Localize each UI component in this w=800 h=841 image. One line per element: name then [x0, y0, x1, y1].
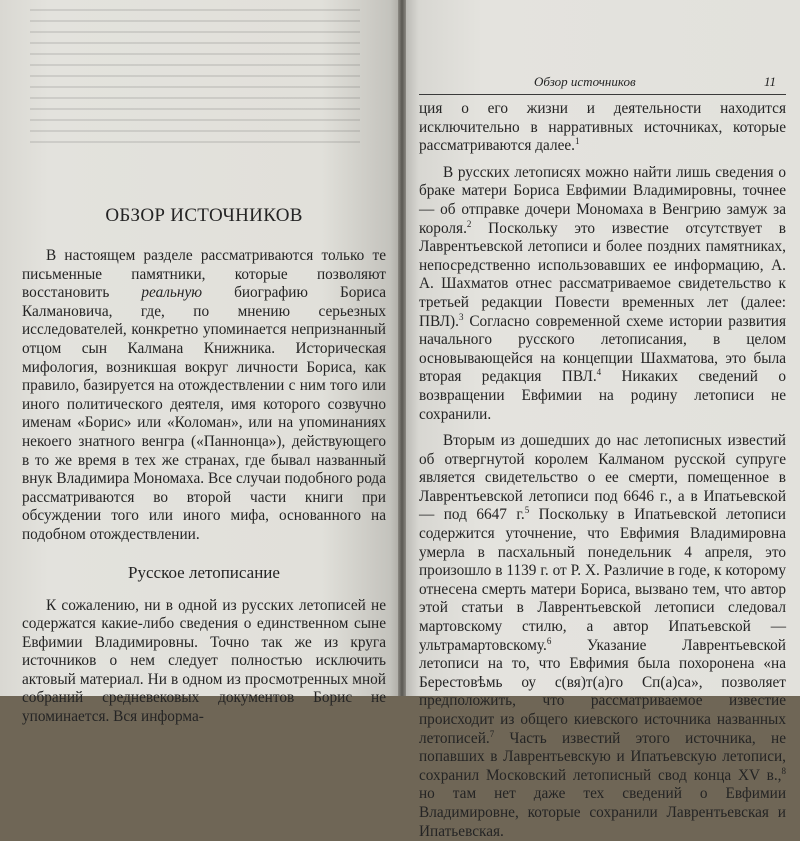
- footnote-ref: 6: [546, 635, 552, 646]
- right-page: [403, 0, 800, 840]
- footnote-ref: 4: [596, 367, 602, 378]
- right-paragraph-3: Вторым из дошедших до нас летописных известий об отвергнутой королем Калманом русской супруге является свидетельство о ее смерти, помещенное в Лаврентьевской летописи под 6646 г., а в Ипатьевской — под 6647 г.$^5$ Поскольку в Ипатьевской летописи содержится уточнение, что Евфимия Владимировна умерла в пасхальный понедельник 4 апреля, это произошло в 1139 г. от Р. Х. Различие в годе, к которому отнесена смерть матери Бориса, вызвано тем, что автор этой статьи в Лаврентьевской летописи следовал мартовскому стилю, а автор Ипатьевской — ультрамартовскому.$^6$ Указание Лаврентьевской летописи на то, что Евфимия была похоронена «на Берестовѣмь оу с(вя)т(а)го Сп(а)са», позволяет предположить, что рассматриваемое известие происходит из общего киевского источника названных летописей.$^7$ Часть известий этого источника, не попавших в Лаврентьевскую и Ипатьевскую летописи, сохранил Московский летописный свод конца XV в.,$^8$ но там нет даже тех сведений о Евфимии Владимировне, которые сохранили Лаврентьевская и Ипатьевская.: [419, 432, 786, 840]
- footnote-ref: 3: [458, 311, 464, 322]
- page-number: 11: [763, 74, 776, 89]
- right-body: [419, 100, 786, 841]
- footnote-ref: 8: [781, 765, 786, 776]
- left-paragraph-1: В настоящем разделе рассматриваются только те письменные памятники, которые позволяют восстановить реальную биографию Бориса Калмановича, где, по мнению серьезных исследователей, конкретно упоминается непризнанный отцом сын Калмана Книжника. Историческая мифология, возникшая вокруг личности Бориса, как правило, базируется на отождествлении с ним того или иного политического деятеля, имя которого созвучно именам «Борис» или «Коломан», или на упоминаниях некоего знатного венгра («Паннонца»), действующего в то же время в тех же странах, где бывал названный внук Владимира Мономаха. Все случаи подобного рода рассматриваются во второй части книги при обсуждении того или иного мифа, основанного на подобном отождествлении.: [22, 247, 386, 543]
- left-page: [0, 0, 402, 726]
- footnote-ref: 5: [524, 505, 530, 516]
- footnote-ref: 1: [575, 136, 580, 147]
- italic-word: реальную: [141, 284, 203, 302]
- left-paragraph-2: К сожалению, ни в одной из русских летописей не содержатся какие-либо сведения о единственном сыне Евфимии Владимировны. Точно так же из круга источников о нем следует полностью исключить актовый материал. Ни в одном из просмотренных мной собраний средневековых документов Борис не упоминается. Вся информа-: [22, 596, 386, 726]
- right-paragraph-1: ция о его жизни и деятельности находится исключительно в нарративных источниках, которые рассматриваются далее.$^1$: [419, 100, 786, 155]
- book-gutter: [398, 0, 406, 696]
- running-header: [419, 72, 786, 95]
- show-through-text: [30, 0, 360, 150]
- footnote-ref: 2: [466, 218, 472, 229]
- chapter-heading: ОБЗОР ИСТОЧНИКОВ: [105, 205, 303, 226]
- section-heading: Русское летописание: [128, 562, 280, 582]
- footnote-ref: 7: [489, 728, 495, 739]
- right-paragraph-2: В русских летописях можно найти лишь сведения о браке матери Бориса Евфимии Владимировны, точнее — об отправке дочери Мономаха в Венгрию замуж за короля.$^2$ Поскольку это известие отсутствует в Лаврентьевской летописи и более поздних памятниках, непосредственно использовавших ее информацию, А. А. Шахматов отнес рассматриваемое свидетельство к третьей редакции Повести временных лет (далее: ПВЛ).$^3$ Согласно современной схеме истории развития начального русского летописания, в целом основывающейся на концепции Шахматова, это была вторая редакция ПВЛ.$^4$ Никаких сведений о возвращении Евфимии на родину летописи не сохранили.: [419, 163, 786, 423]
- running-head-title: Обзор источников: [534, 74, 636, 89]
